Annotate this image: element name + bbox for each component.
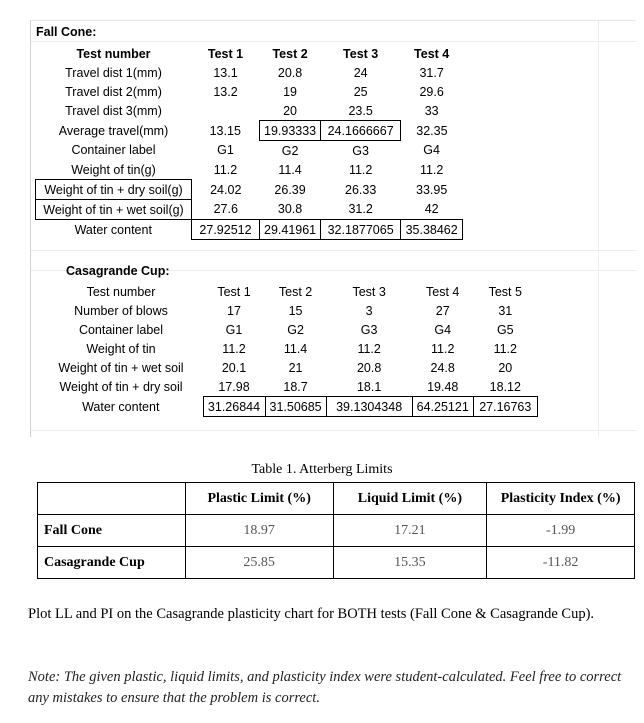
table-cell: 31.50685 — [265, 397, 326, 417]
header-cell: Plastic Limit (%) — [185, 483, 333, 515]
table-row — [38, 515, 635, 547]
table-cell: 23.5 — [348, 103, 373, 118]
row-label: Travel dist 2(mm) — [65, 84, 162, 99]
casagrande-table — [39, 282, 538, 417]
header-cell — [38, 483, 186, 515]
header-cell: Plasticity Index (%) — [487, 483, 635, 515]
row-label: Weight of tin — [86, 341, 156, 356]
table-cell: 35.38462 — [401, 220, 463, 240]
table-cell: 11.4 — [278, 162, 302, 177]
row-label: Weight of tin + wet soil(g) — [36, 200, 192, 220]
table-cell: G2 — [281, 143, 299, 158]
table-cell: 24.1666667 — [321, 121, 401, 141]
table-cell: 11.2 — [348, 162, 373, 177]
plastic-limit-value: 18.97 — [185, 515, 333, 547]
header-cell: Test 4 — [426, 284, 460, 299]
table-cell: 42 — [424, 202, 439, 217]
table-cell: 19 — [283, 84, 298, 99]
table-row — [39, 339, 537, 358]
table-cell: 32.35 — [416, 123, 448, 138]
table-cell: 18.7 — [283, 379, 308, 394]
table-cell: 21 — [288, 360, 303, 375]
header-cell: Test 1 — [217, 284, 251, 299]
spreadsheet-region — [30, 20, 636, 437]
instruction-text: Plot LL and PI on the Casagrande plasticity chart for BOTH tests (Fall Cone & Casagrande Cup). — [28, 606, 595, 622]
row-label: Travel dist 3(mm) — [65, 103, 162, 118]
note-text: Note: The given plastic, liquid limits, and plasticity index were student-calculated. Feel free to correct any mistakes to ensure that the problem is correct. — [28, 669, 622, 706]
table-cell: 13.1 — [213, 65, 238, 80]
table-cell: 24 — [353, 65, 368, 80]
row-label: Water content — [82, 399, 160, 414]
row-label: Weight of tin + dry soil(g) — [36, 180, 192, 200]
header-cell: Test 5 — [488, 284, 522, 299]
table-caption: Table 1. Atterberg Limits — [251, 462, 393, 477]
table-row — [36, 141, 463, 161]
table-cell: 17.98 — [218, 379, 250, 394]
row-label: Container label — [78, 322, 164, 337]
table-cell: 31.7 — [419, 65, 444, 80]
header-cell: Test 2 — [272, 46, 308, 61]
table-cell: 20.8 — [356, 360, 382, 375]
fall-cone-title: Fall Cone: — [36, 25, 97, 39]
table-cell — [192, 101, 260, 121]
table-cell: 19.48 — [427, 379, 459, 394]
row-label: Water content — [74, 222, 152, 237]
row-label: Weight of tin + dry soil — [59, 379, 183, 394]
table-cell: 31 — [498, 303, 513, 318]
plastic-limit-value: 25.85 — [185, 547, 333, 579]
table-cell: 24.02 — [210, 182, 242, 197]
table-row — [39, 397, 537, 417]
table-cell: G2 — [287, 322, 304, 337]
table-cell: 11.2 — [431, 341, 455, 356]
table-cell: G3 — [360, 322, 378, 337]
table-cell: G3 — [352, 143, 369, 158]
table-row — [36, 200, 463, 220]
casagrande-header-row — [39, 282, 537, 301]
table-cell: G4 — [423, 143, 440, 158]
header-cell: Test 3 — [343, 46, 379, 61]
table-cell: 11.2 — [222, 341, 246, 356]
table-cell: 29.41961 — [260, 220, 321, 240]
table-cell: G1 — [217, 143, 234, 158]
table-row — [36, 160, 463, 180]
table-cell: 17 — [227, 303, 241, 318]
table-cell: 31.2 — [348, 202, 373, 217]
table-cell: G1 — [225, 322, 243, 337]
table-row — [39, 358, 537, 377]
table-cell: 33 — [424, 103, 439, 118]
fall-cone-header-row — [36, 44, 463, 63]
liquid-limit-value: 17.21 — [333, 515, 487, 547]
table-cell: 18.12 — [489, 379, 521, 394]
row-label: Weight of tin + wet soil — [58, 360, 184, 375]
casagrande-title: Casagrande Cup: — [66, 264, 170, 278]
table-cell: 19.93333 — [260, 121, 321, 141]
table-cell: 11.4 — [283, 341, 308, 356]
row-label: Average travel(mm) — [58, 123, 169, 138]
table-row — [39, 301, 537, 320]
table-row — [36, 180, 463, 200]
table-cell: 11.2 — [419, 162, 444, 177]
table-row — [36, 220, 463, 240]
plasticity-index-value: -1.99 — [487, 515, 635, 547]
header-cell: Test 1 — [207, 46, 244, 61]
row-label: Container label — [71, 143, 156, 158]
table-cell: G4 — [434, 322, 452, 337]
table-cell: 11.2 — [493, 341, 517, 356]
table-cell: 30.8 — [277, 202, 303, 217]
table-cell: 24.8 — [430, 360, 455, 375]
header-cell: Liquid Limit (%) — [333, 483, 487, 515]
row-label: Weight of tin(g) — [71, 162, 156, 177]
table-cell: 13.15 — [209, 123, 241, 138]
table-cell: 27.16763 — [473, 397, 537, 417]
atterberg-table — [37, 482, 635, 579]
table-cell: 18.1 — [356, 379, 382, 394]
table-cell: 27.92512 — [192, 220, 260, 240]
header-cell: Test 3 — [352, 284, 386, 299]
table-cell: 26.33 — [345, 182, 377, 197]
header-cell: Test 4 — [414, 46, 450, 61]
table-row — [36, 82, 463, 101]
table-row — [39, 320, 537, 339]
table-row — [38, 547, 635, 579]
table-cell: 20.8 — [277, 65, 303, 80]
row-label: Fall Cone — [38, 515, 186, 547]
table-cell: 20 — [498, 360, 513, 375]
table-cell: 32.1877065 — [321, 220, 401, 240]
table-cell: 3 — [365, 303, 373, 318]
table-row — [39, 377, 537, 397]
table-cell: 11.2 — [213, 162, 238, 177]
table-cell: 39.1304348 — [326, 397, 412, 417]
row-label: Number of blows — [74, 303, 168, 318]
header-cell: Test 2 — [278, 284, 313, 299]
table-cell: G5 — [496, 322, 514, 337]
table-cell: 20.1 — [221, 360, 247, 375]
table-cell: 33.95 — [416, 182, 448, 197]
row-label: Travel dist 1(mm) — [65, 65, 162, 80]
header-cell: Test number — [86, 284, 156, 299]
table-cell: 11.2 — [357, 341, 381, 356]
row-label: Casagrande Cup — [38, 547, 186, 579]
table-cell: 13.2 — [213, 84, 238, 99]
fall-cone-table — [35, 44, 463, 240]
table-cell: 27.6 — [213, 202, 238, 217]
table-cell: 15 — [288, 303, 303, 318]
table-cell: 29.6 — [419, 84, 444, 99]
atterberg-header-row — [38, 483, 635, 515]
table-cell: 64.25121 — [412, 397, 473, 417]
table-row — [36, 121, 463, 141]
table-cell: 31.26844 — [203, 397, 265, 417]
table-cell: 20 — [283, 103, 298, 118]
plasticity-index-value: -11.82 — [487, 547, 635, 579]
table-row — [36, 63, 463, 82]
table-cell: 26.39 — [274, 182, 306, 197]
table-row — [36, 101, 463, 121]
table-cell: 27 — [435, 303, 450, 318]
liquid-limit-value: 15.35 — [333, 547, 487, 579]
table-cell: 25 — [353, 84, 368, 99]
header-cell: Test number — [76, 46, 151, 61]
